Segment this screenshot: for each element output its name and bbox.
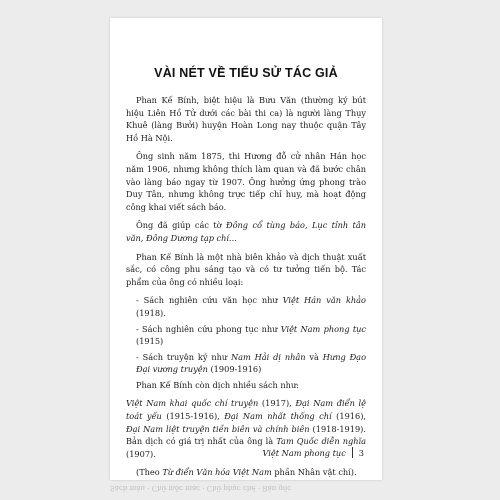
- paragraph-text: (1916),: [331, 411, 367, 422]
- paragraph-biography-intro: Phan Kế Bính, biệt hiệu là Bưu Văn (thường ký bút hiệu Liên Hồ Tử dưới các bài thi ca) là người làng Thụy Khuê (làng Bưởi) huyện Hoàn Long nay thuộc quận Tây Hồ Hà Nội.: [126, 95, 366, 143]
- paragraph-text: (Theo: [136, 467, 163, 478]
- paragraph-source: [126, 466, 366, 479]
- paragraph-career: Ông sinh năm 1875, thi Hương đỗ cử nhân Hán học năm 1906, nhưng không thích làm quan và đã bước chân vào làng báo ngay từ 1907. Ông hưởng ứng phong trào Duy Tân, nhưng không trực tiếp chỉ huy, mà hoạt động công khai viết sách báo.: [126, 151, 366, 212]
- paragraph-text: Ông đã giúp các tờ: [136, 220, 226, 231]
- running-head: Việt Nam phong tục: [262, 447, 346, 458]
- work-title: Hưng Đạo Đại vương truyện: [136, 351, 366, 375]
- work-title: Đại Nam liệt truyện tiền biên và chính biên: [126, 423, 310, 434]
- paragraph-text: (1918-1919). Bản dịch có giá trị nhất của ông là: [126, 423, 366, 447]
- work-title: Việt Nam phong tục: [280, 323, 366, 334]
- works-item-customs: [126, 323, 366, 348]
- works-item-text: - Sách truyện ký như: [136, 351, 231, 362]
- work-title: Đại Nam điển lệ toát yếu: [126, 398, 367, 422]
- page-footer: [263, 447, 364, 458]
- work-title: Tam Quốc diễn nghĩa: [276, 436, 366, 447]
- page-number: 3: [358, 447, 364, 458]
- page-title: VÀI NÉT VỀ TIỂU SỬ TÁC GIẢ: [154, 66, 338, 80]
- footer-divider: [352, 447, 353, 458]
- work-title: Việt Nam khai quốc chí truyện: [126, 398, 259, 409]
- works-item-year: (1915): [136, 336, 164, 347]
- source-title: Từ điển Văn hóa Việt Nam: [162, 467, 272, 478]
- paragraph-text: (1917),: [258, 398, 296, 409]
- bleed-through-text: Sách mẫu · Chữ mộc mạc · Chữ phục chế · Bản gốc: [110, 484, 292, 492]
- works-item-year: (1918).: [136, 307, 166, 318]
- paragraph-text: (1907).: [126, 448, 156, 459]
- paragraph-text: phần Nhân vật chí).: [271, 467, 357, 478]
- paragraph-text: (1915-1916),: [161, 411, 225, 422]
- works-item-stories: [126, 351, 366, 376]
- works-item-text: - Sách nghiên cứu phong tục như: [136, 323, 281, 334]
- work-title: Nam Hải dị nhân: [231, 351, 306, 362]
- works-item-year: (1909-1916): [207, 364, 262, 375]
- paragraph-newspapers: [126, 219, 366, 244]
- paragraph-translations-intro: Phan Kế Bính còn dịch nhiều sách như:: [136, 379, 299, 390]
- work-title: Việt Hán văn khảo: [282, 295, 366, 306]
- works-item-text: - Sách nghiên cứu văn học như: [136, 295, 283, 306]
- work-title: Đại Nam nhất thống chí: [224, 411, 332, 422]
- works-item-literature: [126, 294, 366, 319]
- book-page: [110, 18, 382, 480]
- newspaper-titles: Đông cổ tùng báo, Lục tỉnh tân văn, Đông Dương tạp chí...: [126, 220, 366, 243]
- works-item-text: và: [305, 351, 323, 362]
- paragraph-works-intro: Phan Kế Bính là một nhà biên khảo và dịch thuật xuất sắc, có công phu sáng tạo và có tư tưởng tiến bộ. Tác phẩm của ông có nhiều loại:: [126, 251, 366, 287]
